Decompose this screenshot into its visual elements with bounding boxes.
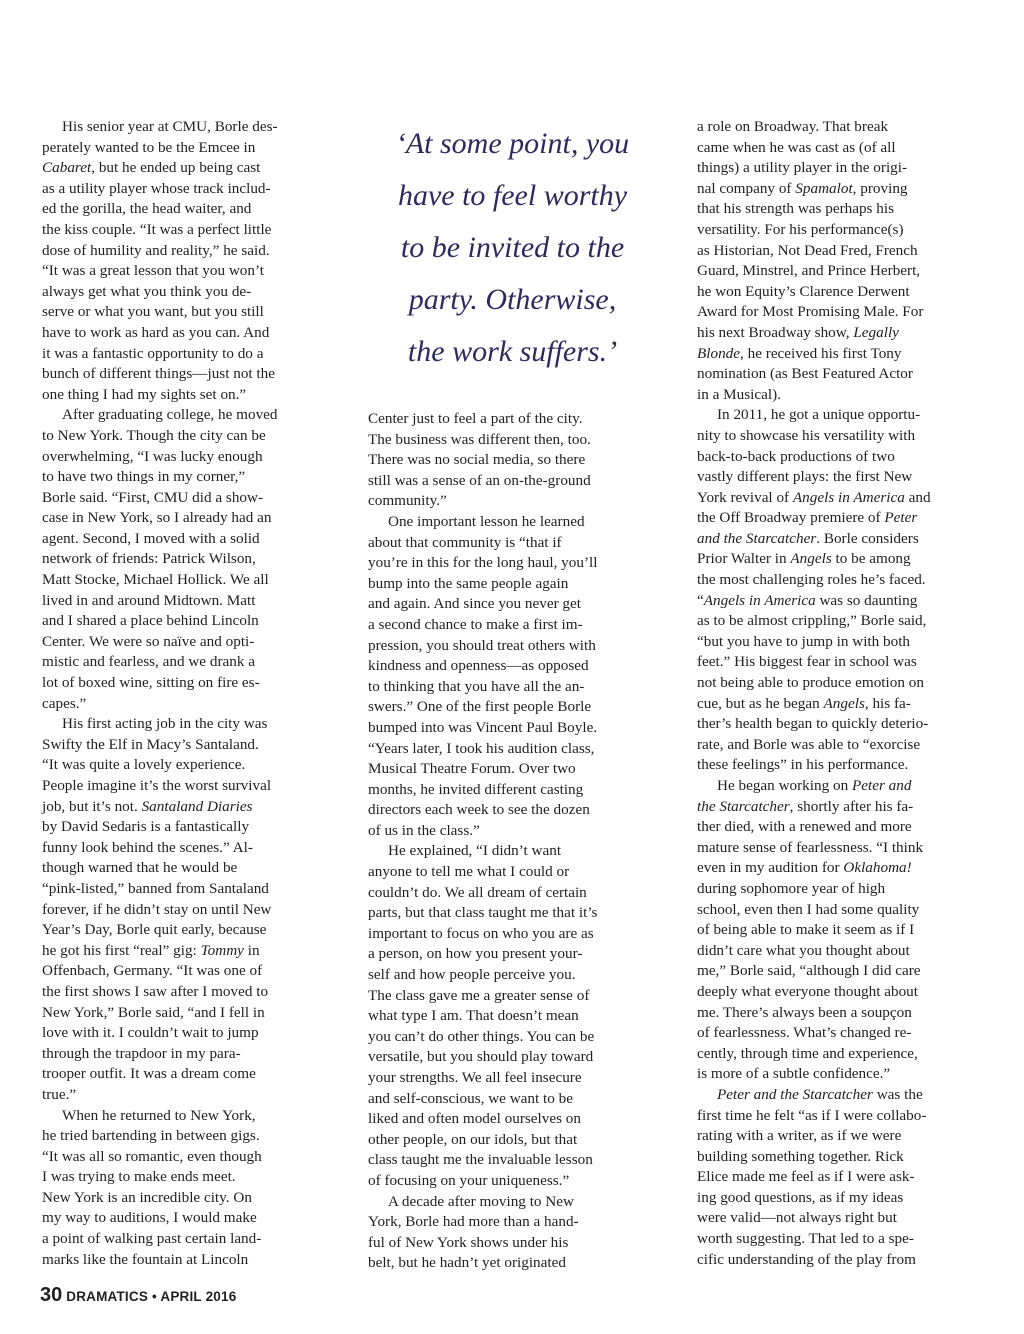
pull-quote-line: the work suffers.’ (407, 335, 618, 368)
paragraph: A decade after moving to New York, Borle had more than a hand- ful of New York shows under his belt, but he hadn’t yet originated (368, 1192, 579, 1272)
page-number: 30 (40, 1284, 63, 1306)
paragraph: His first acting job in the city was Swifty the Elf in Macy’s Santaland. “It was quite a lovely experience. People imagine it’s the worst survival job, but it’s not. Santaland Diaries by David Sedaris is a fantastically funny look behind the scenes.” Al- though warned that he would be “pink-listed,” banned from Santaland forever, if he didn’t stay on until New Year’s Day, Borle quit early, because he got his first “real” gig: Tommy in Offenbach, Germany. “It was one of the first shows I saw after I moved to New York,” Borle said, “and I fell in love with it. I couldn’t wait to jump through the trapdoor in my para- trooper outfit. It was a dream come true.” (42, 715, 272, 1103)
paragraph: He began working on Peter and the Starcatcher, shortly after his fa- ther died, with a renewed and more mature sense of fearlessness. “I think even in my audition for Oklahoma! during sophomore year of high school, even then I had some quality of being able to make it seem as if I didn’t care what you thought about me,” Borle said, “although I did care deeply what everyone thought about me. There’s always been a soupçon of fearlessness. What’s changed re- cently, through time and experience, is more of a subtle confidence.” (697, 777, 924, 1083)
article-column-3 (697, 117, 985, 1270)
paragraph: Peter and the Starcatcher was the first time he felt “as if I were collabo- rating with a writer, as if we were building something together. Rick Elice made me feel as if I were ask- ing good questions, as if my ideas were valid—not always right but worth suggesting. That led to a spe- cific understanding of the play from (697, 1085, 927, 1268)
paragraph: He explained, “I didn’t want anyone to tell me what I could or couldn’t do. We all dream of certain parts, but that class taught me that it’s important to focus on who you are as a person, on how you present your- self and how people perceive you. The class gave me a greater sense of what type I am. That doesn’t mean you can’t do other things. You can be versatile, but you should play toward your strengths. We all feel insecure and self-conscious, we want to be liked and often model ourselves on other people, on our idols, but that class taught me the invaluable lesson of focusing on your uniqueness.” (368, 842, 598, 1189)
magazine-issue: DRAMATICS • APRIL 2016 (66, 1289, 237, 1304)
pull-quote-line: party. Otherwise, (408, 283, 617, 316)
pull-quote-line: have to feel worthy (397, 179, 628, 212)
pull-quote-line: ‘At some point, you (395, 127, 630, 160)
paragraph: Center just to feel a part of the city. The business was different then, too. There was no social media, so there still was a sense of an on-the-ground community.” (368, 410, 591, 510)
pull-quote (375, 118, 650, 378)
paragraph: One important lesson he learned about that community is “that if you’re in this for the long haul, you’ll bump into the same people again and again. And since you never get a second chance to make a first im- pression, you should treat others with kindness and openness—as opposed to thinking that you have all the an- swers.” One of the first people Borle bumped into was Vincent Paul Boyle. “Years later, I took his audition class, Musical Theatre Forum. Over two months, he invited different casting directors each week to see the dozen of us in the class.” (368, 512, 598, 839)
paragraph: a role on Broadway. That break came when he was cast as (of all things) a utility player in the origi- nal company of Spamalot, proving that his strength was perhaps his versatility. For his performance(s) as Historian, Not Dead Fred, French Guard, Minstrel, and Prince Herbert, he won Equity’s Clarence Derwent Award for Most Promising Male. For his next Broadway show, Legally Blonde, he received his first Tony nomination (as Best Featured Actor in a Musical). (697, 118, 924, 403)
paragraph: After graduating college, he moved to New York. Though the city can be overwhelming, “I was lucky enough to have two things in my corner,” Borle said. “First, CMU did a show- case in New York, so I already had an agent. Second, I moved with a solid network of friends: Patrick Wilson, Matt Stocke, Michael Hollick. We all lived in and around Midtown. Matt and I shared a place behind Lincoln Center. We were so naïve and opti- mistic and fearless, and we drank a lot of boxed wine, sitting on fire es- capes.” (42, 406, 278, 712)
paragraph: When he returned to New York, he tried bartending in between gigs. “It was all so romantic, even though I was trying to make ends meet. New York is an incredible city. On my way to auditions, I would make a point of walking past certain land- marks like the fountain at Lincoln (42, 1106, 262, 1268)
page-footer (40, 1284, 236, 1307)
paragraph: His senior year at CMU, Borle des- perately wanted to be the Emcee in Cabaret, but he ended up being cast as a utility player whose track includ- ed the gorilla, the head waiter, and the kiss couple. “It was a perfect little dose of humility and reality,” he said. “It was a great lesson that you won’t always get what you think you de- serve or what you want, but you still have to work as hard as you can. And it was a fantastic opportunity to do a bunch of different things—just not the one thing I had my sights set on.” (42, 118, 278, 403)
pull-quote-line: to be invited to the (400, 231, 625, 264)
paragraph: In 2011, he got a unique opportu- nity to showcase his versatility with back-to-back productions of two vastly different plays: the first New York revival of Angels in America and the Off Broadway premiere of Peter and the Starcatcher. Borle considers Prior Walter in Angels to be among the most challenging roles he’s faced. “Angels in America was so daunting as to be almost crippling,” Borle said, “but you have to jump in with both feet.” His biggest fear in school was not being able to produce emotion on cue, but as he began Angels, his fa- ther’s health began to quickly deterio- rate, and Borle was able to “exorcise these feelings” in his performance. (697, 406, 931, 774)
article-column-2 (368, 409, 652, 1274)
article-column-1 (42, 117, 332, 1270)
